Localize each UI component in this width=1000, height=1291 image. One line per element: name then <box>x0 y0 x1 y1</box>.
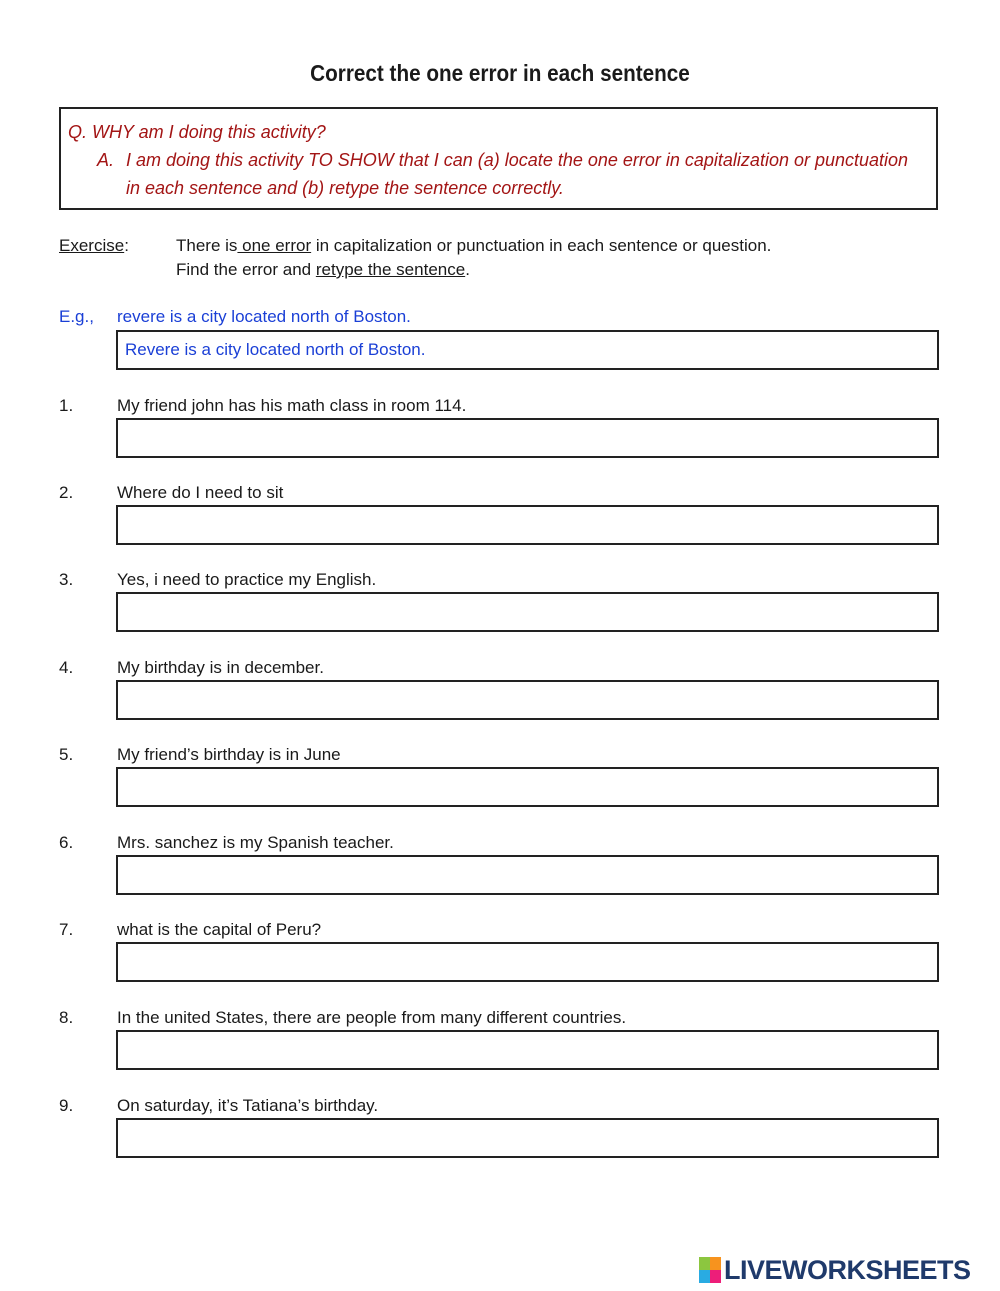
item-number: 5. <box>59 745 74 764</box>
answer-input-3[interactable] <box>116 592 939 632</box>
item-number: 3. <box>59 570 74 589</box>
liveworksheets-logo-icon <box>699 1257 721 1283</box>
item-number: 6. <box>59 833 74 852</box>
answer-input-8[interactable] <box>116 1030 939 1070</box>
item-number: 1. <box>59 396 74 415</box>
answer-input-7[interactable] <box>116 942 939 982</box>
answer-input-5[interactable] <box>116 767 939 807</box>
logo-text: LIVEWORKSHEETS <box>724 1254 971 1285</box>
answer-input-1[interactable] <box>116 418 939 458</box>
exercise-line-2: Find the error and retype the sentence. <box>176 260 470 279</box>
item-sentence: In the united States, there are people from many different countries. <box>117 1008 627 1027</box>
answer-input-4[interactable] <box>116 680 939 720</box>
why-answer-text: I am doing this activity TO SHOW that I can (a) locate the one error in capitalization or punctuation in each sentence and (b) retype the sentence correctly. <box>126 150 909 198</box>
item-sentence: My friend john has his math class in room 114. <box>117 396 467 415</box>
answer-input-2[interactable] <box>116 505 939 545</box>
exercise-line-1: There is one error in capitalization or punctuation in each sentence or question. <box>176 236 772 255</box>
liveworksheets-logo <box>699 1253 971 1287</box>
item-sentence: what is the capital of Peru? <box>117 920 322 939</box>
item-number: 9. <box>59 1096 74 1115</box>
item-sentence: Mrs. sanchez is my Spanish teacher. <box>117 833 394 852</box>
page-title: Correct the one error in each sentence <box>310 60 690 86</box>
answer-input-6[interactable] <box>116 855 939 895</box>
item-sentence: My friend’s birthday is in June <box>117 745 341 764</box>
exercise-label: Exercise: <box>59 236 129 255</box>
item-sentence: On saturday, it’s Tatiana’s birthday. <box>117 1096 379 1115</box>
item-number: 2. <box>59 483 74 502</box>
item-sentence: Where do I need to sit <box>117 483 284 502</box>
item-sentence: My birthday is in december. <box>117 658 324 677</box>
example-label: E.g., <box>59 307 94 326</box>
item-number: 8. <box>59 1008 74 1027</box>
answer-input-9[interactable] <box>116 1118 939 1158</box>
example-answer-box: Revere is a city located north of Boston. <box>116 330 939 370</box>
why-box <box>59 107 938 210</box>
item-number: 4. <box>59 658 74 677</box>
why-question: Q. WHY am I doing this activity? <box>68 122 326 142</box>
item-number: 7. <box>59 920 74 939</box>
example-sentence: revere is a city located north of Boston. <box>117 307 411 326</box>
item-sentence: Yes, i need to practice my English. <box>117 570 377 589</box>
why-answer-label: A. <box>97 150 115 170</box>
